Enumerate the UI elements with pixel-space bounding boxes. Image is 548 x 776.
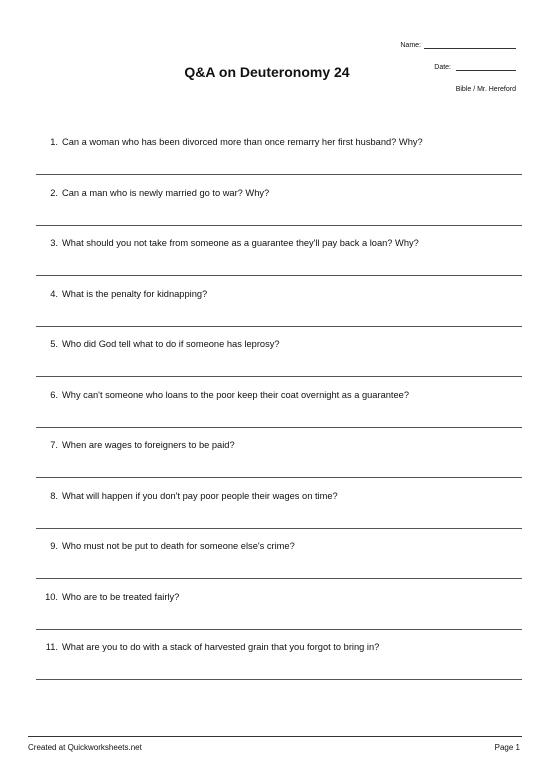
question-text: Can a woman who has been divorced more than once remarry her first husband? Why?	[62, 137, 423, 147]
question-text: What should you not take from someone as a guarantee they'll pay back a loan? Why?	[62, 238, 419, 248]
question-list	[28, 137, 522, 693]
question-item	[28, 541, 522, 592]
question-number: 11.	[45, 642, 58, 652]
question-item	[28, 390, 522, 441]
question-number: 9.	[50, 541, 58, 551]
question-item	[28, 491, 522, 542]
question-number: 2.	[50, 187, 58, 198]
name-answer-line[interactable]	[424, 40, 516, 49]
question-text: What will happen if you don't pay poor people their wages on time?	[62, 490, 338, 501]
answer-line[interactable]	[36, 376, 522, 377]
question-item	[28, 440, 522, 491]
question-number: 8.	[50, 490, 58, 501]
answer-line[interactable]	[36, 477, 522, 478]
answer-line[interactable]	[36, 578, 522, 579]
question-number: 3.	[50, 238, 58, 248]
footer-divider	[28, 736, 522, 737]
question-number: 10.	[45, 591, 58, 602]
question-number: 4.	[50, 288, 58, 299]
question-text: Who are to be treated fairly?	[62, 591, 180, 602]
question-text: What is the penalty for kidnapping?	[62, 288, 208, 299]
question-item	[28, 137, 522, 188]
answer-line[interactable]	[36, 174, 522, 175]
answer-line[interactable]	[36, 427, 522, 428]
answer-line[interactable]	[36, 275, 522, 276]
question-text: Why can't someone who loans to the poor keep their coat overnight as a guarantee?	[62, 389, 410, 400]
question-item	[28, 592, 522, 643]
question-number: 6.	[50, 389, 58, 400]
page-title: Q&A on Deuteronomy 24	[184, 64, 350, 80]
question-text: Who did God tell what to do if someone has leprosy?	[62, 339, 280, 349]
answer-line[interactable]	[36, 528, 522, 529]
question-item	[28, 289, 522, 340]
question-text: Can a man who is newly married go to war? Why?	[62, 187, 270, 198]
question-item	[28, 188, 522, 239]
footer-credit: Created at Quickworksheets.net	[28, 743, 142, 752]
question-text: Who must not be put to death for someone else's crime?	[62, 541, 295, 551]
name-field	[400, 40, 516, 49]
date-label: Date:	[434, 64, 451, 71]
question-item	[28, 339, 522, 390]
question-number: 5.	[50, 339, 58, 349]
answer-line[interactable]	[36, 679, 522, 680]
question-text: What are you to do with a stack of harvested grain that you forgot to bring in?	[62, 642, 380, 652]
page-title-wrap	[0, 64, 548, 80]
question-number: 7.	[50, 440, 58, 450]
question-item	[28, 238, 522, 289]
class-subtitle: Bible / Mr. Hereford	[455, 86, 516, 93]
answer-line[interactable]	[36, 629, 522, 630]
question-item	[28, 642, 522, 693]
name-label: Name:	[400, 42, 421, 49]
page-number: Page 1	[494, 743, 520, 752]
answer-line[interactable]	[36, 326, 522, 327]
answer-line[interactable]	[36, 225, 522, 226]
question-text: When are wages to foreigners to be paid?	[62, 440, 235, 450]
question-number: 1.	[50, 137, 58, 147]
